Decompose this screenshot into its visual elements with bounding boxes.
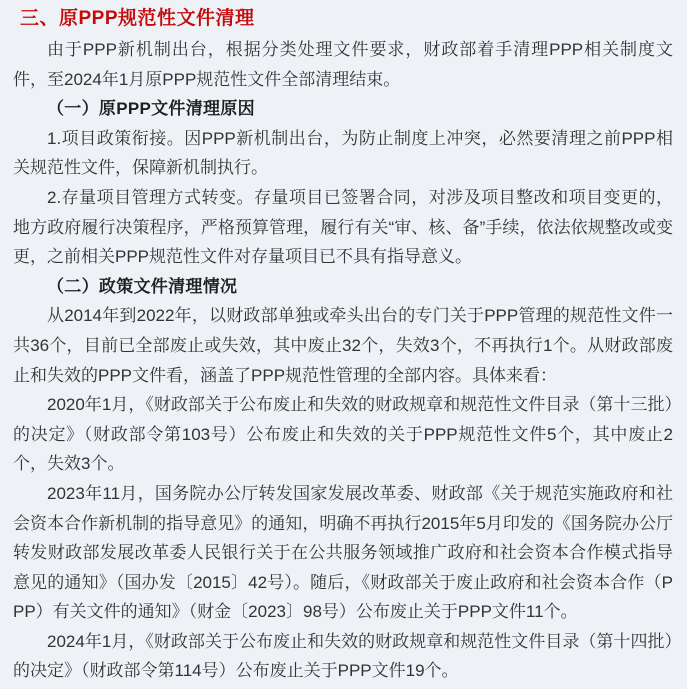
paragraph-2024-jan: 2024年1月，《财政部关于公布废止和失效的财政规章和规范性文件目录（第十四批）的决定》（财政部令第114号）公布废止关于PPP文件19个。 [13,631,673,681]
reason-2-paragraph: 2.存量项目管理方式转变。存量项目已签署合同，对涉及项目整改和项目变更的，地方政府履行决策程序，严格预算管理，履行有关“审、核、备”手续，依法依规整改或变更，之前相关PPP规范性文件对存量项目已不具有指导意义。 [13,187,673,267]
intro-paragraph: 由于PPP新机制出台，根据分类处理文件要求，财政部着手清理PPP相关制度文件，至2024年1月原PPP规范性文件全部清理结束。 [13,40,673,89]
paragraph-2023-nov: 2023年11月，国务院办公厅转发国家发展改革委、财政部《关于规范实施政府和社会资本合作新机制的指导意见》的通知，明确不再执行2015年5月印发的《国务院办公厅转发财政部发展改革委人民银行关于在公共服务领域推广政府和社会资本合作模式指导意见的通知》（国办发〔2015〕42号）。随后，《财政部关于废止政府和社会资本合作（PPP）有关文件的通知》（财金〔2023〕98号）公布废止关于PPP文件11个。 [13,483,673,622]
paragraph-2020-jan: 2020年1月，《财政部关于公布废止和失效的财政规章和规范性文件目录（第十三批）的决定》（财政部令第103号）公布废止和失效的关于PPP规范性文件5个，其中废止2个，失效3个。 [13,395,673,474]
subheading-cleanup-reasons: （一）原PPP文件清理原因 [47,99,255,119]
overview-paragraph: 从2014年到2022年，以财政部单独或牵头出台的专门关于PPP管理的规范性文件一共36个，目前已全部废止或失效，其中废止32个，失效3个，不再执行1个。从财政部废止和失效的PPP文件看，涵盖了PPP规范性管理的全部内容。具体来看： [13,306,673,385]
section-title: 三、原PPP规范性文件清理 [20,8,255,29]
subheading-cleanup-status: （二）政策文件清理情况 [47,276,238,296]
reason-1-paragraph: 1.项目政策衔接。因PPP新机制出台，为防止制度上冲突，必然要清理之前PPP相关规范性文件，保障新机制执行。 [13,128,673,178]
